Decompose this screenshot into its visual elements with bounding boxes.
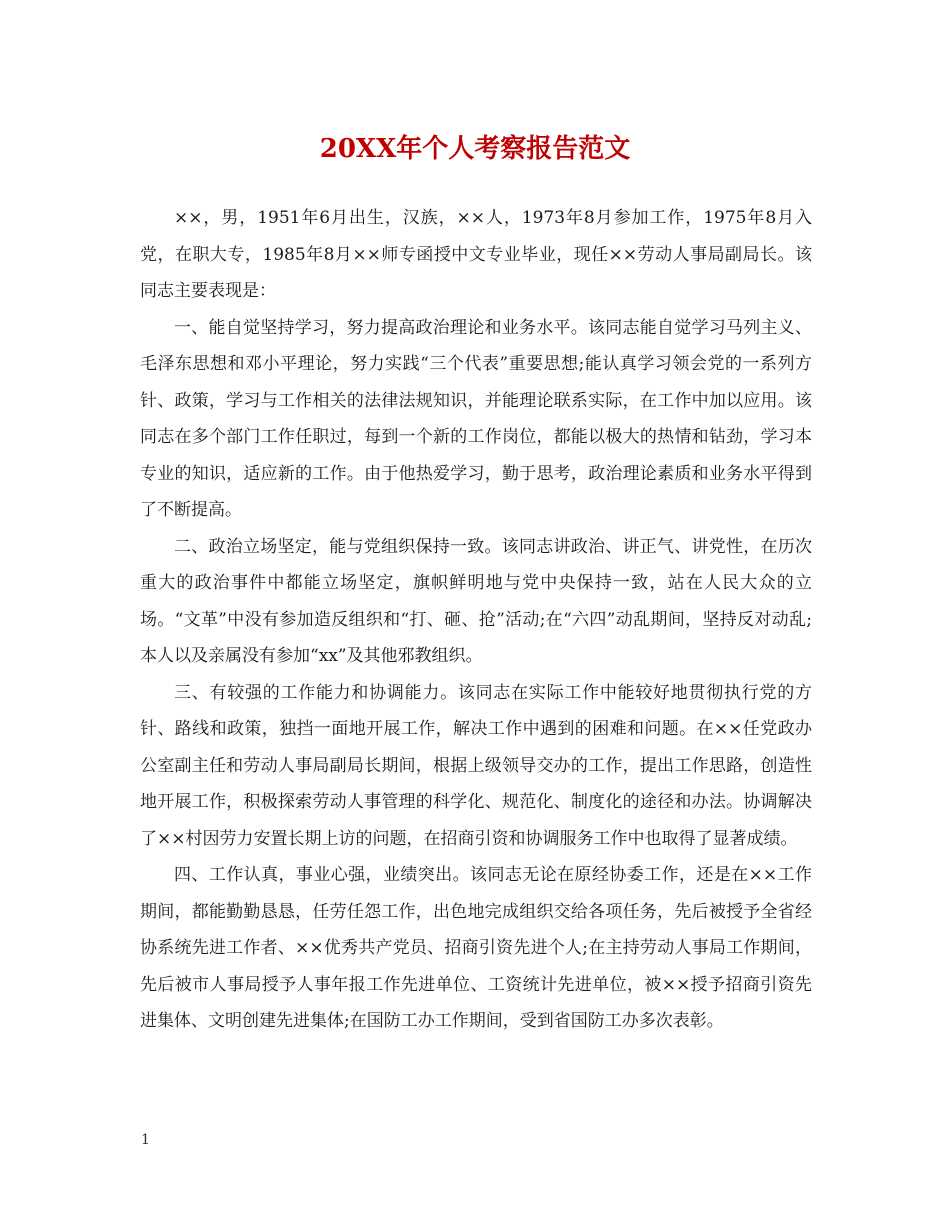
paragraph-intro: ××，男，1951年6月出生，汉族，××人，1973年8月参加工作，1975年8月入党，在职大专，1985年8月××师专函授中文专业毕业，现任××劳动人事局副局长。该同志主要表现是： [140,208,812,301]
paragraph-achievements: 四、工作认真，事业心强，业绩突出。该同志无论在原经协委工作，还是在××工作期间，都能勤勤恳恳，任劳任怨工作，出色地完成组织交给各项任务，先后被授予全省经协系统先进工作者、××优秀共产党员、招商引资先进个人;在主持劳动人事局工作期间，先后被市人事局授予人事年报工作先进单位、工资统计先进单位，被××授予招商引资先进集体、文明创建先进集体;在国防工办工作期间，受到省国防工办多次表彰。 [140,865,812,1031]
document-title: 20XX年个人考察报告范文 [319,134,631,164]
document-body [140,200,812,1040]
paragraph-study: 一、能自觉坚持学习，努力提高政治理论和业务水平。该同志能自觉学习马列主义、毛泽东思想和邓小平理论，努力实践“三个代表”重要思想;能认真学习领会党的一系列方针、政策，学习与工作相关的法律法规知识，并能理论联系实际，在工作中加以应用。该同志在多个部门工作任职过，每到一个新的工作岗位，都能以极大的热情和钻劲，学习本专业的知识，适应新的工作。由于他热爱学习，勤于思考，政治理论素质和业务水平得到了不断提高。 [140,317,812,520]
paragraph-political-stance: 二、政治立场坚定，能与党组织保持一致。该同志讲政治、讲正气、讲党性，在历次重大的政治事件中都能立场坚定，旗帜鲜明地与党中央保持一致，站在人民大众的立场。“文革”中没有参加造反组织和“打、砸、抢”活动;在“六四”动乱期间，坚持反对动乱;本人以及亲属没有参加“xx”及其他邪教组织。 [140,536,812,666]
page-number: 1 [141,1132,150,1148]
paragraph-work-ability: 三、有较强的工作能力和协调能力。该同志在实际工作中能较好地贯彻执行党的方针、路线和政策，独挡一面地开展工作，解决工作中遇到的困难和问题。在××任党政办公室副主任和劳动人事局副局长期间，根据上级领导交办的工作，提出工作思路，创造性地开展工作，积极探索劳动人事管理的科学化、规范化、制度化的途径和办法。协调解决了××村因劳力安置长期上访的问题，在招商引资和协调服务工作中也取得了显著成绩。 [140,682,812,849]
